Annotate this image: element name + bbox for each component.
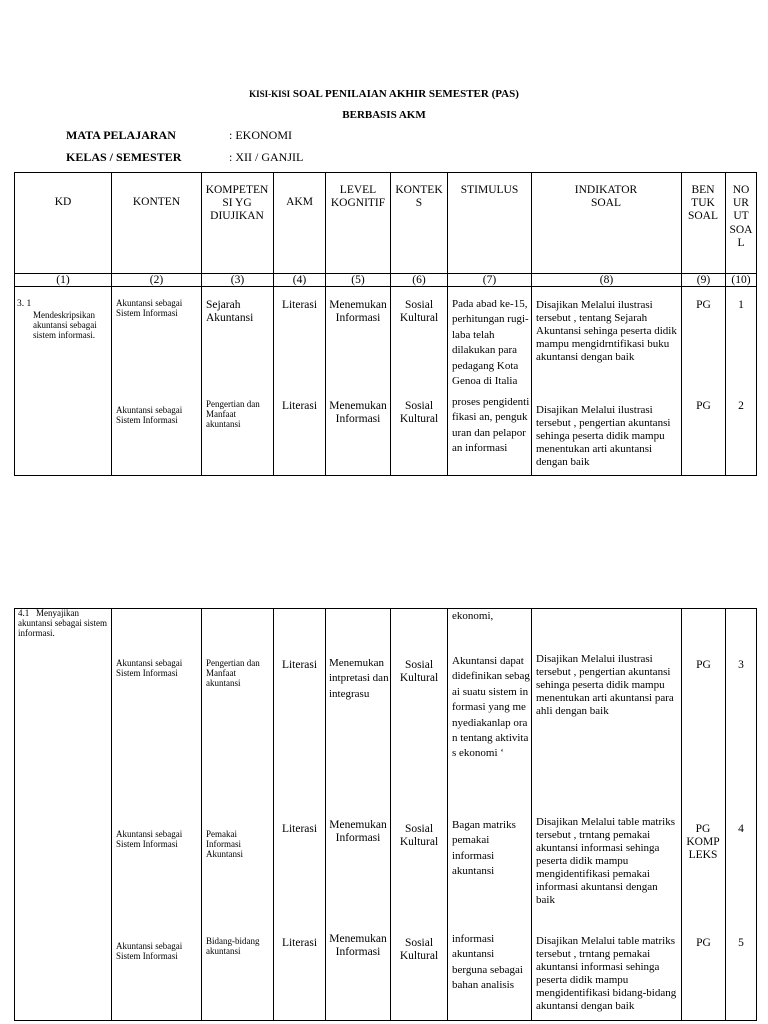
row3-konteks: Sosial Kultural — [399, 659, 439, 685]
row3-kompetensi: Pengertian dan Manfaat akuntansi — [206, 658, 260, 688]
row4-konten: Akuntansi sebagai Sistem Informasi — [116, 829, 183, 849]
row3-level: Menemukan intpretasi dan integrasu — [329, 657, 389, 700]
row5-level: Menemukan Informasi — [329, 933, 387, 959]
row3-nomor: 3 — [738, 659, 744, 671]
document-title — [0, 88, 768, 100]
title-prefix: KISI-KISI — [249, 89, 291, 99]
row5-stimulus: informasi akuntansi berguna sebagai bahan analisis — [452, 933, 523, 992]
row5-konteks: Sosial Kultural — [399, 937, 439, 963]
row4-bentuk: PG KOMP LEKS — [686, 823, 720, 862]
kd2-block — [18, 609, 110, 639]
colnum-8: (8) — [599, 274, 614, 286]
row2-bentuk: PG — [696, 400, 711, 412]
kd1-text: Mendeskripsikan akuntansi sebagai sistem informasi. — [33, 310, 97, 340]
header-level: LEVEL KOGNITIF — [330, 184, 386, 210]
colnum-7: (7) — [482, 274, 497, 286]
colnum-9: (9) — [696, 274, 711, 286]
header-nomor: NO UR UT SOA L — [729, 184, 753, 249]
kd2-number: 4.1 — [18, 608, 30, 618]
row1-akm: Literasi — [281, 299, 318, 311]
row3-konten: Akuntansi sebagai Sistem Informasi — [116, 658, 183, 678]
mapel-label: MATA PELAJARAN — [66, 128, 176, 142]
row1-konteks: Sosial Kultural — [399, 299, 439, 325]
row5-kompetensi: Bidang-bidang akuntansi — [206, 936, 260, 956]
row3-akm: Literasi — [281, 659, 318, 671]
header-bentuk: BEN TUK SOAL — [687, 184, 719, 223]
header-konteks: KONTEK S — [395, 184, 443, 210]
row4-indikator: Disajikan Melalui table matriks tersebut , trntang pemakai akuntansi informasi sehinga peserta didik mampu mengidentifikasi pemakai informasi akuntansi dengan baik — [536, 816, 675, 906]
colnum-6: (6) — [412, 274, 426, 286]
row2-konteks: Sosial Kultural — [399, 400, 439, 426]
row4-level: Menemukan Informasi — [329, 819, 387, 845]
row3-stimulus: Akuntansi dapat didefinikan sebagai suatu sistem informasi yang menyediakanlap oran tentang aktivitas ekonomi ‘ — [452, 655, 530, 760]
row1-level: Menemukan Informasi — [329, 299, 387, 325]
row5-akm: Literasi — [281, 937, 318, 949]
header-konten: KONTEN — [132, 196, 181, 208]
row2-nomor: 2 — [738, 400, 744, 412]
row2-level: Menemukan Informasi — [329, 400, 387, 426]
mapel-value: : EKONOMI — [229, 128, 292, 142]
row1-stimulus: Pada abad ke-15, perhitungan rugi-laba telah dilakukan para pedagang Kota Genoa di Italia — [452, 298, 529, 387]
kelas-label: KELAS / SEMESTER — [66, 150, 182, 164]
kd1-number: 3. 1 — [17, 299, 32, 309]
row1-bentuk: PG — [696, 299, 711, 311]
header-kd: KD — [54, 196, 72, 208]
header-kompetensi: KOMPETEN SI YG DIUJIKAN — [205, 184, 269, 223]
kelas-value: : XII / GANJIL — [229, 150, 304, 164]
kd2-text: Menyajikan akuntansi sebagai sistem informasi. — [18, 608, 107, 638]
row5-bentuk: PG — [696, 937, 711, 949]
row4-kompetensi: Pemakai Informasi Akuntansi — [206, 829, 243, 859]
colnum-2: (2) — [149, 274, 164, 286]
row5-nomor: 5 — [738, 937, 744, 949]
colnum-5: (5) — [351, 274, 365, 286]
colnum-10: (10) — [731, 274, 751, 286]
row1-indikator: Disajikan Melalui ilustrasi tersebut , tentang Sejarah Akuntansi sehinga peserta didik mampu mengidrntifikasi buku akuntansi dengan baik — [536, 299, 677, 363]
title-main: SOAL PENILAIAN AKHIR SEMESTER (PAS) — [292, 88, 519, 100]
row3-bentuk: PG — [696, 659, 711, 671]
row3-indikator: Disajikan Melalui ilustrasi tersebut , pengertian akuntansi sehinga peserta didik mampu menentukan arti akuntansi para ahli dengan baik — [536, 653, 674, 717]
row1-kompetensi: Sejarah Akuntansi — [206, 299, 254, 325]
row4-konteks: Sosial Kultural — [399, 823, 439, 849]
row1-konten: Akuntansi sebagai Sistem Informasi — [116, 298, 183, 318]
row2-indikator: Disajikan Melalui ilustrasi tersebut , pengertian akuntansi sehinga peserta didik mampu menentukan arti akuntansi dengan baik — [536, 404, 671, 468]
row5-konten: Akuntansi sebagai Sistem Informasi — [116, 941, 183, 961]
row2-konten: Akuntansi sebagai Sistem Informasi — [116, 405, 183, 425]
colnum-1: (1) — [56, 274, 70, 286]
colnum-4: (4) — [292, 274, 307, 286]
header-akm: AKM — [286, 196, 313, 208]
row3-stimulus-continued: ekonomi, — [452, 610, 494, 622]
row4-stimulus: Bagan matriks pemakai informasi akuntansi — [452, 819, 516, 878]
header-stimulus: STIMULUS — [460, 184, 519, 196]
row4-nomor: 4 — [738, 823, 744, 835]
row2-akm: Literasi — [281, 400, 318, 412]
colnum-3: (3) — [230, 274, 245, 286]
document-subtitle: BERBASIS AKM — [342, 109, 426, 121]
row2-stimulus: proses pengidentifikasi an, pengukuran dan pelaporan informasi — [452, 396, 530, 455]
row4-akm: Literasi — [281, 823, 318, 835]
row1-nomor: 1 — [738, 299, 744, 311]
header-indikator: INDIKATOR SOAL — [574, 184, 638, 210]
row5-indikator: Disajikan Melalui table matriks tersebut , trntang pemakai akuntansi informasi sehinga peserta didik mampu mengidentifikasi bidang-bidang akuntansi dengan baik — [536, 935, 677, 1012]
row2-kompetensi: Pengertian dan Manfaat akuntansi — [206, 399, 260, 429]
